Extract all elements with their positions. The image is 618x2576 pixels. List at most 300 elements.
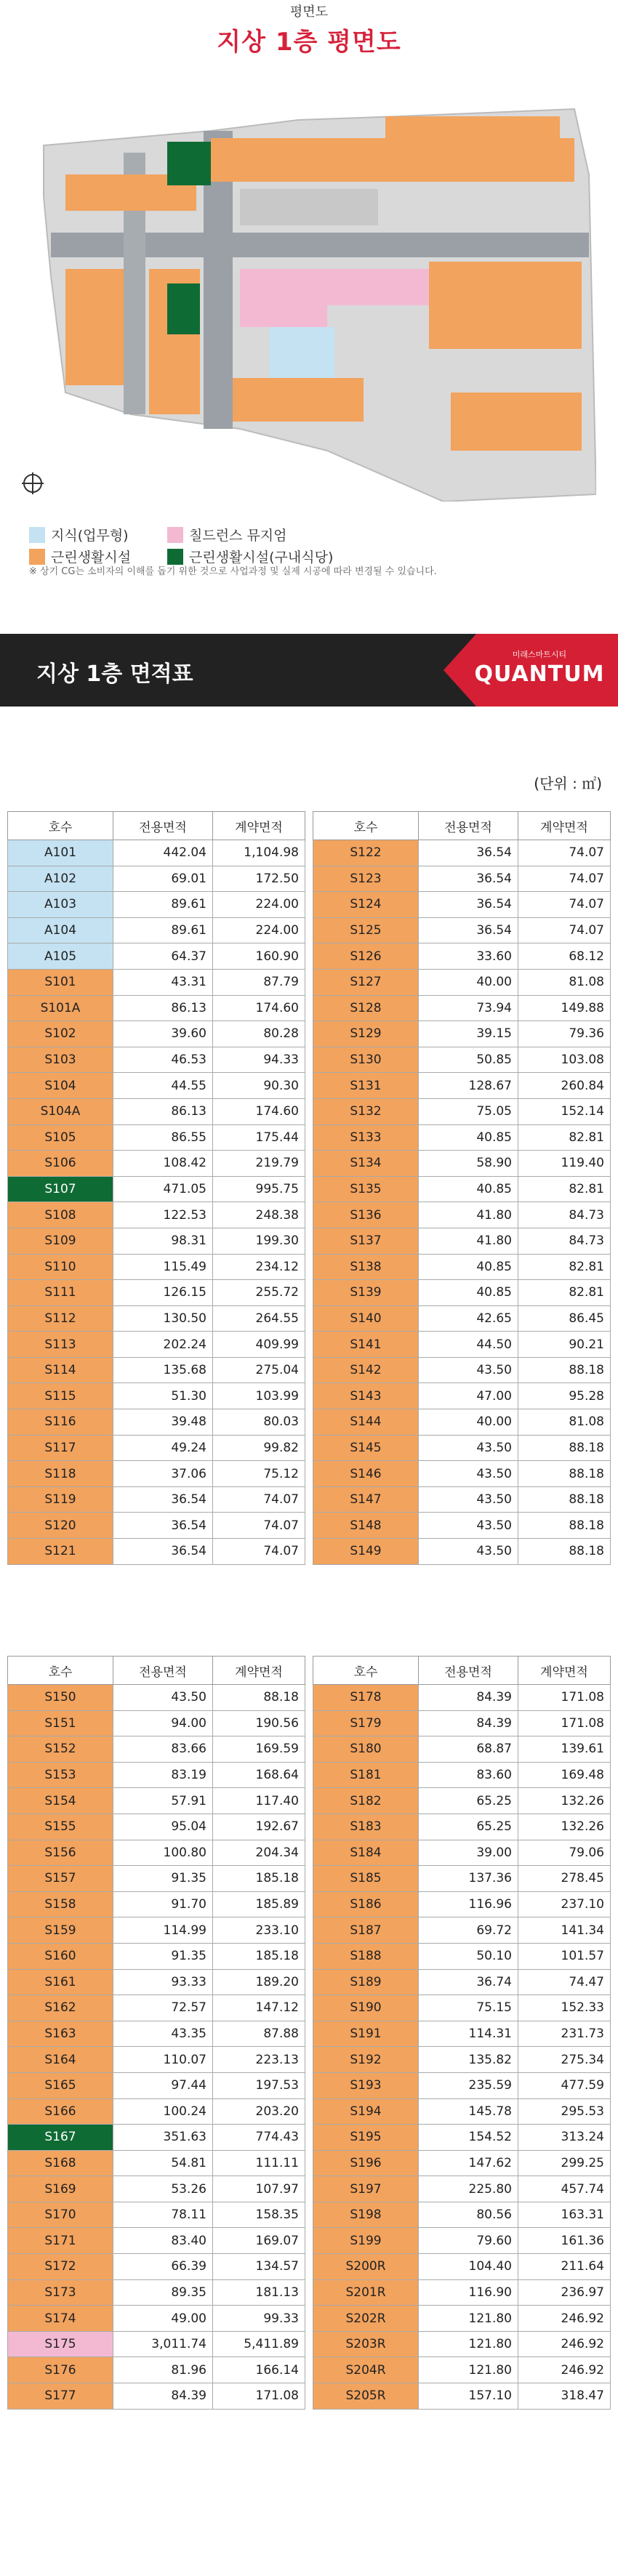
exclusive-area-cell: 84.39 [113, 2383, 213, 2410]
unit-cell: S190 [313, 1995, 419, 2021]
contract-area-cell: 87.79 [213, 969, 305, 995]
unit-cell: S179 [313, 1710, 419, 1736]
unit-cell: S183 [313, 1814, 419, 1840]
table-row [8, 1710, 305, 1736]
exclusive-area-cell: 122.53 [113, 1202, 213, 1228]
table-row [313, 1814, 611, 1840]
contract-area-cell: 185.18 [213, 1943, 305, 1969]
legend-label: 칠드런스 뮤지엄 [189, 528, 287, 544]
contract-area-cell: 175.44 [213, 1124, 305, 1151]
exclusive-area-cell: 75.05 [419, 1098, 518, 1124]
exclusive-area-cell: 39.60 [113, 1021, 213, 1047]
table-row [313, 1021, 611, 1047]
exclusive-area-cell: 89.35 [113, 2279, 213, 2306]
exclusive-area-cell: 86.55 [113, 1124, 213, 1151]
contract-area-cell: 199.30 [213, 1228, 305, 1254]
exclusive-area-cell: 43.50 [113, 1685, 213, 1711]
unit-cell: S147 [313, 1486, 419, 1513]
exclusive-area-cell: 98.31 [113, 1228, 213, 1254]
table-row [313, 2150, 611, 2176]
exclusive-area-cell: 130.50 [113, 1305, 213, 1332]
unit-cell: S148 [313, 1513, 419, 1539]
table-row [313, 1124, 611, 1151]
contract-area-cell: 318.47 [518, 2383, 611, 2410]
contract-area-cell: 166.14 [213, 2357, 305, 2383]
exclusive-area-cell: 121.80 [419, 2357, 518, 2383]
exclusive-area-cell: 78.11 [113, 2202, 213, 2228]
legend-item [29, 525, 129, 544]
contract-area-cell: 260.84 [518, 1073, 611, 1099]
table-row [8, 2150, 305, 2176]
unit-cell: S136 [313, 1202, 419, 1228]
exclusive-area-cell: 116.96 [419, 1891, 518, 1917]
exclusive-area-cell: 91.35 [113, 1866, 213, 1892]
exclusive-area-cell: 83.40 [113, 2228, 213, 2254]
exclusive-area-cell: 64.37 [113, 943, 213, 970]
table-row [313, 1409, 611, 1436]
contract-area-cell: 82.81 [518, 1124, 611, 1151]
contract-area-cell: 88.18 [213, 1685, 305, 1711]
unit-cell: S141 [313, 1332, 419, 1358]
unit-cell: S175 [8, 2331, 113, 2357]
contract-area-cell: 278.45 [518, 1866, 611, 1892]
unit-cell: S143 [313, 1383, 419, 1409]
unit-cell: S160 [8, 1943, 113, 1969]
contract-area-cell: 103.99 [213, 1383, 305, 1409]
contract-area-cell: 171.08 [518, 1710, 611, 1736]
table-row [8, 1357, 305, 1383]
contract-area-cell: 99.33 [213, 2306, 305, 2332]
plaza [240, 189, 378, 225]
table-row [313, 1098, 611, 1124]
contract-area-cell: 88.18 [518, 1461, 611, 1487]
table-row [313, 1710, 611, 1736]
unit-cell: S155 [8, 1814, 113, 1840]
exclusive-area-cell: 121.80 [419, 2306, 518, 2332]
table-row [8, 2176, 305, 2202]
unit-cell: S158 [8, 1891, 113, 1917]
unit-cell: S205R [313, 2383, 419, 2410]
table-row [313, 1917, 611, 1944]
contract-area-cell: 185.18 [213, 1866, 305, 1892]
section-title: 지상 1층 면적표 [36, 661, 193, 687]
unit-cell: S113 [8, 1332, 113, 1358]
contract-area-cell: 248.38 [213, 1202, 305, 1228]
contract-area-cell: 87.88 [213, 2021, 305, 2047]
exclusive-area-cell: 110.07 [113, 2047, 213, 2073]
table-row [313, 969, 611, 995]
contract-area-cell: 90.30 [213, 1073, 305, 1099]
legend-item [167, 525, 287, 544]
contract-area-cell: 409.99 [213, 1332, 305, 1358]
unit-cell: A101 [8, 840, 113, 866]
area-table [313, 1656, 611, 2410]
contract-area-cell: 74.07 [518, 917, 611, 943]
exclusive-area-cell: 84.39 [419, 1710, 518, 1736]
legend-swatch [29, 527, 45, 543]
exclusive-area-cell: 442.04 [113, 840, 213, 866]
exclusive-area-cell: 202.24 [113, 1332, 213, 1358]
unit-cell: S126 [313, 943, 419, 970]
unit-cell: S144 [313, 1409, 419, 1436]
unit-cell: S154 [8, 1788, 113, 1814]
building-west [65, 269, 124, 385]
table-row [8, 892, 305, 918]
exclusive-area-cell: 114.99 [113, 1917, 213, 1944]
unit-cell: S161 [8, 1969, 113, 1995]
unit-cell: S170 [8, 2202, 113, 2228]
unit-cell: S127 [313, 969, 419, 995]
unit-cell: S180 [313, 1736, 419, 1763]
unit-cell: S111 [8, 1280, 113, 1306]
contract-area-cell: 192.67 [213, 1814, 305, 1840]
unit-cell: S196 [313, 2150, 419, 2176]
table-row [8, 917, 305, 943]
unit-cell: S184 [313, 1840, 419, 1866]
exclusive-area-cell: 100.80 [113, 1840, 213, 1866]
unit-cell: S103 [8, 1047, 113, 1073]
unit-cell: S130 [313, 1047, 419, 1073]
unit-cell: S201R [313, 2279, 419, 2306]
unit-cell: S199 [313, 2228, 419, 2254]
table-row [313, 1435, 611, 1461]
unit-cell: S106 [8, 1151, 113, 1177]
table-row [8, 1995, 305, 2021]
section-banner [0, 634, 618, 707]
exclusive-area-cell: 116.90 [419, 2279, 518, 2306]
exclusive-area-cell: 83.60 [419, 1762, 518, 1788]
exclusive-area-cell: 471.05 [113, 1176, 213, 1202]
unit-cell: S202R [313, 2306, 419, 2332]
exclusive-area-cell: 43.50 [419, 1461, 518, 1487]
contract-area-cell: 132.26 [518, 1788, 611, 1814]
contract-area-cell: 204.34 [213, 1840, 305, 1866]
exclusive-area-cell: 114.31 [419, 2021, 518, 2047]
page-subtitle: 평면도 [289, 4, 329, 20]
contract-area-cell: 995.75 [213, 1176, 305, 1202]
unit-cell: S193 [313, 2072, 419, 2098]
contract-area-cell: 81.08 [518, 1409, 611, 1436]
contract-area-cell: 236.97 [518, 2279, 611, 2306]
unit-cell: S156 [8, 1840, 113, 1866]
col-header-exclusive: 전용면적 [419, 812, 518, 840]
col-header-exclusive: 전용면적 [113, 812, 213, 840]
exclusive-area-cell: 47.00 [419, 1383, 518, 1409]
table-row [8, 2125, 305, 2151]
exclusive-area-cell: 115.49 [113, 1254, 213, 1280]
unit-cell: S178 [313, 1685, 419, 1711]
exclusive-area-cell: 69.72 [419, 1917, 518, 1944]
contract-area-cell: 74.07 [213, 1513, 305, 1539]
exclusive-area-cell: 135.82 [419, 2047, 518, 2073]
contract-area-cell: 139.61 [518, 1736, 611, 1763]
contract-area-cell: 90.21 [518, 1332, 611, 1358]
unit-cell: S129 [313, 1021, 419, 1047]
exclusive-area-cell: 95.04 [113, 1814, 213, 1840]
contract-area-cell: 74.07 [213, 1486, 305, 1513]
contract-area-cell: 197.53 [213, 2072, 305, 2098]
table-row [8, 1280, 305, 1306]
exclusive-area-cell: 235.59 [419, 2072, 518, 2098]
contract-area-cell: 79.36 [518, 1021, 611, 1047]
table-row [8, 969, 305, 995]
unit-cell: S174 [8, 2306, 113, 2332]
table-row [8, 943, 305, 970]
table-row [313, 1539, 611, 1565]
unit-cell: S185 [313, 1866, 419, 1892]
contract-area-cell: 295.53 [518, 2098, 611, 2125]
exclusive-area-cell: 40.85 [419, 1254, 518, 1280]
col-header-contract: 계약면적 [518, 812, 611, 840]
table-row [8, 1866, 305, 1892]
unit-cell: S176 [8, 2357, 113, 2383]
unit-cell: S191 [313, 2021, 419, 2047]
unit-cell: S128 [313, 995, 419, 1021]
table-row [313, 2357, 611, 2383]
col-header-unit: 호수 [313, 1657, 419, 1685]
brand-subtitle: 미래스마트시티 [512, 650, 567, 659]
unit-cell: S192 [313, 2047, 419, 2073]
exclusive-area-cell: 51.30 [113, 1383, 213, 1409]
unit-cell: S171 [8, 2228, 113, 2254]
contract-area-cell: 1,104.98 [213, 840, 305, 866]
table-row [8, 1151, 305, 1177]
unit-cell: S108 [8, 1202, 113, 1228]
contract-area-cell: 190.56 [213, 1710, 305, 1736]
exclusive-area-cell: 86.13 [113, 1098, 213, 1124]
contract-area-cell: 171.08 [518, 1685, 611, 1711]
contract-area-cell: 231.73 [518, 2021, 611, 2047]
contract-area-cell: 103.08 [518, 1047, 611, 1073]
table-row [8, 2357, 305, 2383]
unit-cell: S105 [8, 1124, 113, 1151]
contract-area-cell: 158.35 [213, 2202, 305, 2228]
table-row [313, 892, 611, 918]
contract-area-cell: 82.81 [518, 1254, 611, 1280]
exclusive-area-cell: 42.65 [419, 1305, 518, 1332]
exclusive-area-cell: 91.35 [113, 1943, 213, 1969]
unit-cell: S194 [313, 2098, 419, 2125]
table-row [313, 2306, 611, 2332]
contract-area-cell: 79.06 [518, 1840, 611, 1866]
table-row [8, 1435, 305, 1461]
contract-area-cell: 299.25 [518, 2150, 611, 2176]
exclusive-area-cell: 91.70 [113, 1891, 213, 1917]
floor-plan-map [22, 87, 596, 502]
exclusive-area-cell: 225.80 [419, 2176, 518, 2202]
exclusive-area-cell: 36.74 [419, 1969, 518, 1995]
unit-cell: S110 [8, 1254, 113, 1280]
unit-cell: S117 [8, 1435, 113, 1461]
table-row [313, 1736, 611, 1763]
table-row [313, 2098, 611, 2125]
contract-area-cell: 88.18 [518, 1486, 611, 1513]
table-row [8, 1202, 305, 1228]
unit-cell: S102 [8, 1021, 113, 1047]
contract-area-cell: 224.00 [213, 892, 305, 918]
table-row [313, 2279, 611, 2306]
exclusive-area-cell: 36.54 [419, 892, 518, 918]
contract-area-cell: 172.50 [213, 866, 305, 892]
table-row [313, 995, 611, 1021]
unit-cell: S116 [8, 1409, 113, 1436]
exclusive-area-cell: 65.25 [419, 1814, 518, 1840]
exclusive-area-cell: 154.52 [419, 2125, 518, 2151]
exclusive-area-cell: 40.85 [419, 1124, 518, 1151]
exclusive-area-cell: 37.06 [113, 1461, 213, 1487]
unit-cell: A105 [8, 943, 113, 970]
table-row [313, 1513, 611, 1539]
exclusive-area-cell: 36.54 [419, 866, 518, 892]
contract-area-cell: 246.92 [518, 2357, 611, 2383]
unit-cell: S152 [8, 1736, 113, 1763]
unit-cell: S118 [8, 1461, 113, 1487]
table-row [8, 1539, 305, 1565]
exclusive-area-cell: 66.39 [113, 2254, 213, 2280]
table-row [313, 1305, 611, 1332]
table-row [8, 1513, 305, 1539]
table-row [313, 2254, 611, 2280]
table-row [8, 1409, 305, 1436]
contract-area-cell: 111.11 [213, 2150, 305, 2176]
contract-area-cell: 477.59 [518, 2072, 611, 2098]
exclusive-area-cell: 33.60 [419, 943, 518, 970]
unit-cell: A103 [8, 892, 113, 918]
exclusive-area-cell: 46.53 [113, 1047, 213, 1073]
exclusive-area-cell: 68.87 [419, 1736, 518, 1763]
exclusive-area-cell: 83.66 [113, 1736, 213, 1763]
table-row [8, 840, 305, 866]
floor-plan-image [22, 87, 596, 502]
table-row [313, 1969, 611, 1995]
contract-area-cell: 174.60 [213, 1098, 305, 1124]
exclusive-area-cell: 121.80 [419, 2331, 518, 2357]
table-row [313, 917, 611, 943]
table-row [8, 2228, 305, 2254]
exclusive-area-cell: 36.54 [113, 1539, 213, 1565]
contract-area-cell: 181.13 [213, 2279, 305, 2306]
table-row [8, 2202, 305, 2228]
table-row [8, 866, 305, 892]
contract-area-cell: 107.97 [213, 2176, 305, 2202]
table-row [8, 1788, 305, 1814]
table-row [8, 1762, 305, 1788]
building-east [429, 262, 582, 349]
unit-cell: S101A [8, 995, 113, 1021]
unit-cell: S139 [313, 1280, 419, 1306]
contract-area-cell: 74.47 [518, 1969, 611, 1995]
exclusive-area-cell: 43.50 [419, 1486, 518, 1513]
exclusive-area-cell: 43.50 [419, 1539, 518, 1565]
unit-cell: S151 [8, 1710, 113, 1736]
contract-area-cell: 160.90 [213, 943, 305, 970]
exclusive-area-cell: 75.15 [419, 1995, 518, 2021]
exclusive-area-cell: 89.61 [113, 917, 213, 943]
contract-area-cell: 74.07 [518, 866, 611, 892]
contract-area-cell: 84.73 [518, 1228, 611, 1254]
col-header-unit: 호수 [8, 812, 113, 840]
col-header-contract: 계약면적 [518, 1657, 611, 1685]
contract-area-cell: 275.34 [518, 2047, 611, 2073]
exclusive-area-cell: 49.00 [113, 2306, 213, 2332]
contract-area-cell: 117.40 [213, 1788, 305, 1814]
table-row [8, 1383, 305, 1409]
unit-cell: S133 [313, 1124, 419, 1151]
exclusive-area-cell: 3,011.74 [113, 2331, 213, 2357]
unit-cell: S115 [8, 1383, 113, 1409]
table-row [313, 1762, 611, 1788]
exclusive-area-cell: 44.55 [113, 1073, 213, 1099]
contract-area-cell: 224.00 [213, 917, 305, 943]
table-row [8, 1736, 305, 1763]
contract-area-cell: 68.12 [518, 943, 611, 970]
table-row [8, 2306, 305, 2332]
unit-cell: S134 [313, 1151, 419, 1177]
legend-swatch [167, 549, 183, 565]
unit-cell: S112 [8, 1305, 113, 1332]
unit-cell: S189 [313, 1969, 419, 1995]
exclusive-area-cell: 40.85 [419, 1280, 518, 1306]
table-row [313, 1280, 611, 1306]
table-row [313, 2331, 611, 2357]
contract-area-cell: 82.81 [518, 1176, 611, 1202]
table-row [8, 995, 305, 1021]
contract-area-cell: 88.18 [518, 1513, 611, 1539]
table-row [8, 2072, 305, 2098]
exclusive-area-cell: 145.78 [419, 2098, 518, 2125]
contract-area-cell: 152.14 [518, 1098, 611, 1124]
exclusive-area-cell: 69.01 [113, 866, 213, 892]
contract-area-cell: 101.57 [518, 1943, 611, 1969]
restaurant-s107 [167, 142, 211, 185]
table-row [313, 1866, 611, 1892]
contract-area-cell: 84.73 [518, 1202, 611, 1228]
table-row [313, 1254, 611, 1280]
table-row [313, 1486, 611, 1513]
unit-cell: A102 [8, 866, 113, 892]
table-row [8, 1228, 305, 1254]
contract-area-cell: 88.18 [518, 1539, 611, 1565]
unit-cell: S131 [313, 1073, 419, 1099]
exclusive-area-cell: 89.61 [113, 892, 213, 918]
table-row [313, 2228, 611, 2254]
contract-area-cell: 74.07 [518, 840, 611, 866]
area-table [7, 811, 305, 1565]
contract-area-cell: 168.64 [213, 1762, 305, 1788]
contract-area-cell: 219.79 [213, 1151, 305, 1177]
unit-cell: S165 [8, 2072, 113, 2098]
table-row [313, 1383, 611, 1409]
exclusive-area-cell: 126.15 [113, 1280, 213, 1306]
brand-logo: QUANTUM [474, 661, 605, 687]
contract-area-cell: 132.26 [518, 1814, 611, 1840]
table-row [8, 1486, 305, 1513]
table-row [8, 1047, 305, 1073]
restaurant-s167 [167, 283, 200, 334]
table-row [8, 1943, 305, 1969]
table-row [313, 943, 611, 970]
contract-area-cell: 99.82 [213, 1435, 305, 1461]
exclusive-area-cell: 86.13 [113, 995, 213, 1021]
exclusive-area-cell: 93.33 [113, 1969, 213, 1995]
disclaimer-note: ※ 상기 CG는 소비자의 이해를 돕기 위한 것으로 사업과정 및 실제 시공에 따라 변경될 수 있습니다. [29, 566, 437, 577]
contract-area-cell: 88.18 [518, 1435, 611, 1461]
area-table [313, 811, 611, 1565]
exclusive-area-cell: 94.00 [113, 1710, 213, 1736]
unit-cell: S114 [8, 1357, 113, 1383]
unit-cell: S125 [313, 917, 419, 943]
table-row [313, 1461, 611, 1487]
